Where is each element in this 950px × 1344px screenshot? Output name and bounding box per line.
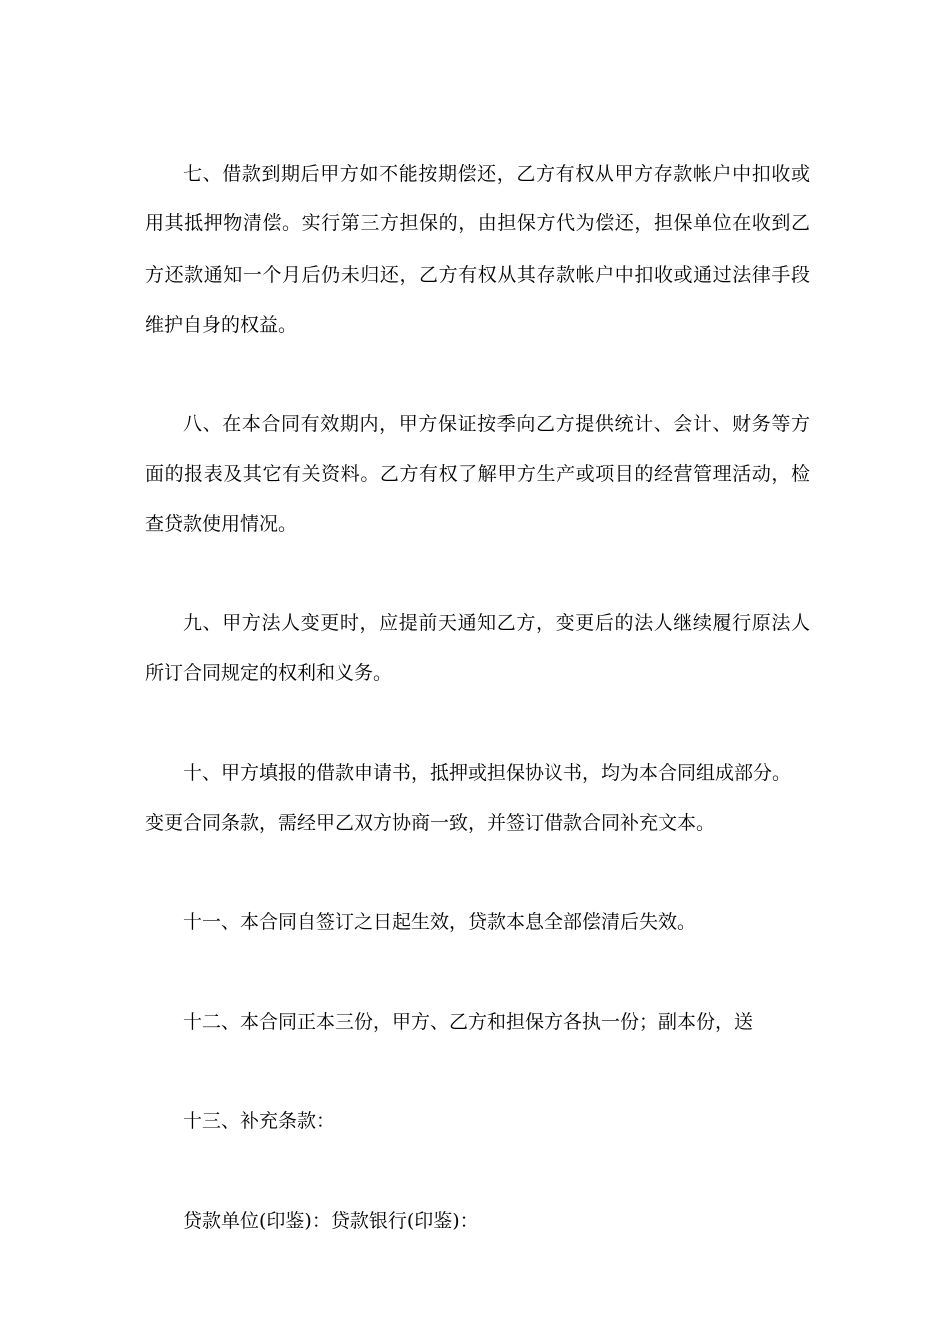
clause-9-line-1: 九、甲方法人变更时，应提前天通知乙方，变更后的法人继续履行原法人 [183,612,810,634]
clause-8-line-3: 查贷款使用情况。 [145,513,298,535]
signature-line: 贷款单位(印鉴)：贷款银行(印鉴)： [183,1210,479,1232]
clause-9-line-2: 所订合同规定的权利和义务。 [145,662,393,684]
clause-11-line-1: 十一、本合同自签订之日起生效，贷款本息全部偿清后失效。 [183,911,697,933]
clause-7-line-3: 方还款通知一个月后仍未归还，乙方有权从其存款帐户中扣收或通过法律手段 [145,264,810,286]
clause-8-line-1: 八、在本合同有效期内，甲方保证按季向乙方提供统计、会计、财务等方 [183,413,810,435]
clause-7-line-2: 用其抵押物清偿。实行第三方担保的，由担保方代为偿还，担保单位在收到乙 [145,212,810,234]
clause-10-line-2: 变更合同条款，需经甲乙双方协商一致，并签订借款合同补充文本。 [145,812,716,834]
clause-8-line-2: 面的报表及其它有关资料。乙方有权了解甲方生产或项目的经营管理活动，检 [145,463,810,485]
clause-7-line-4: 维护自身的权益。 [145,314,298,336]
clause-12-line-1: 十二、本合同正本三份，甲方、乙方和担保方各执一份；副本份，送 [183,1011,754,1033]
clause-10-line-1: 十、甲方填报的借款申请书，抵押或担保协议书，均为本合同组成部分。 [183,762,792,784]
clause-13-line-1: 十三、补充条款： [183,1110,336,1132]
clause-7-line-1: 七、借款到期后甲方如不能按期偿还，乙方有权从甲方存款帐户中扣收或 [183,163,810,185]
